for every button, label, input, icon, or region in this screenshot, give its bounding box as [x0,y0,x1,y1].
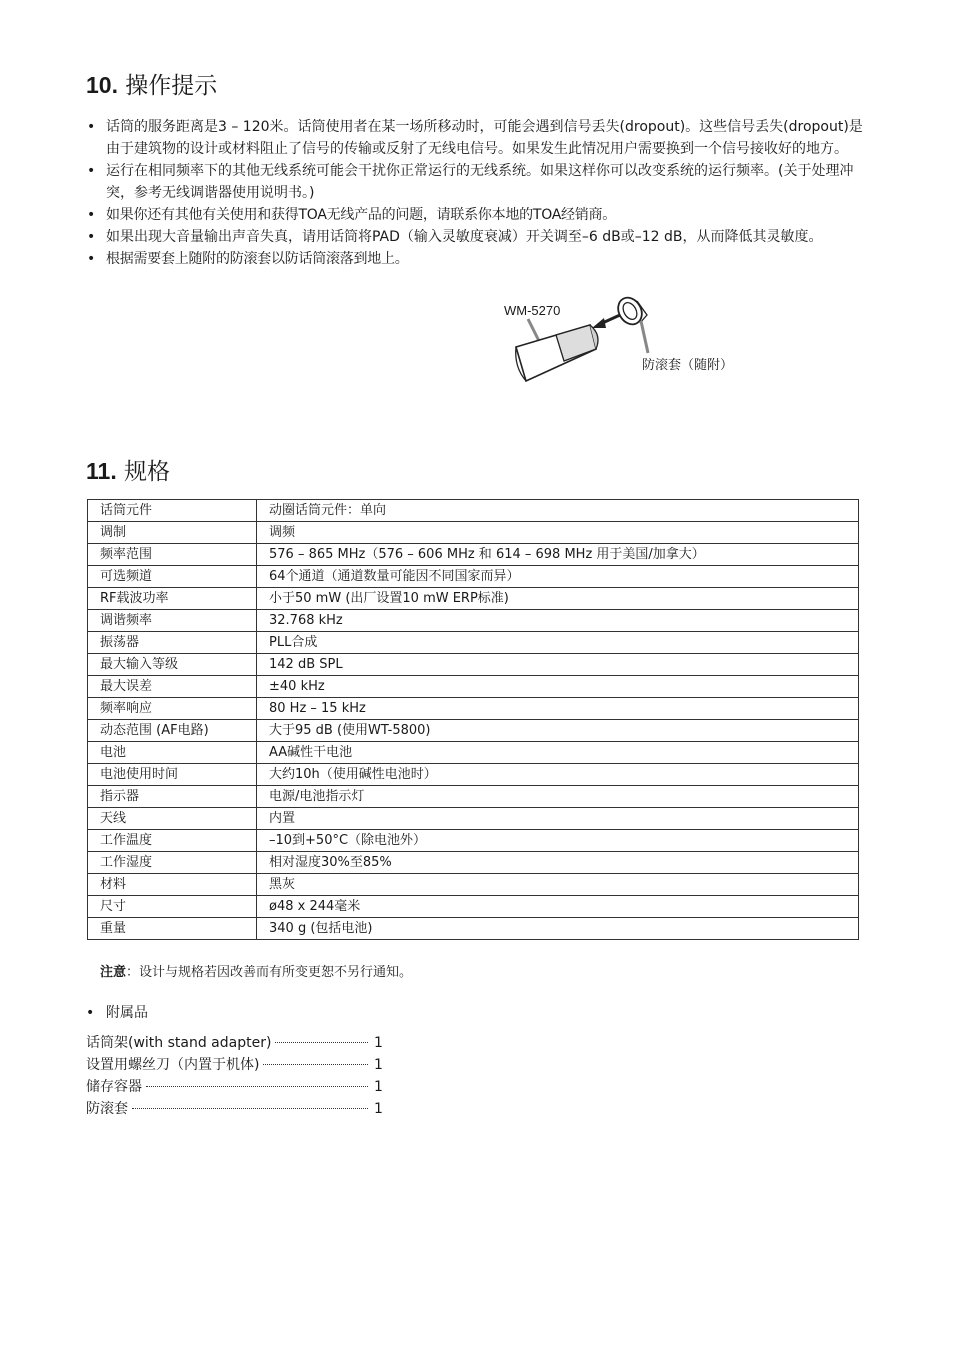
spec-value: 80 Hz – 15 kHz [257,698,859,720]
spec-label: 尺寸 [88,896,257,918]
spec-value: 340 g (包括电池) [257,918,859,940]
spec-value: 大约10h（使用碱性电池时） [257,764,859,786]
spec-label: 话筒元件 [88,500,257,522]
spec-value: 动圈话筒元件：单向 [257,500,859,522]
table-row [88,808,859,830]
tip-item: • 话筒的服务距离是3 – 120米。话筒使用者在某一场所移动时，可能会遇到信号丢失(dropout)。这些信号丢失(dropout)是由于建筑物的设计或材料阻止了信号的传输或反射了无线电信号。如果发生此情况用户需要换到一个信号接收好的地方。 [86,116,866,160]
spec-label: 动态范围 (AF电路) [88,720,257,742]
spec-label: 最大输入等级 [88,654,257,676]
spec-label: 电池使用时间 [88,764,257,786]
spec-value: 内置 [257,808,859,830]
list-item [86,1054,382,1076]
spec-value: 142 dB SPL [257,654,859,676]
dot-leader [132,1108,368,1109]
spec-value: ø48 x 244毫米 [257,896,859,918]
table-row [88,896,859,918]
spec-label: 频率范围 [88,544,257,566]
anti-roll-cap-illustration [490,285,770,385]
spec-value: 32.768 kHz [257,610,859,632]
table-row [88,676,859,698]
model-label: WM-5270 [504,303,561,318]
table-row [88,764,859,786]
accessories-heading [86,1004,148,1022]
spec-table [87,499,859,940]
list-item [86,1032,382,1054]
spec-value: –10到+50°C（除电池外） [257,830,859,852]
table-row [88,698,859,720]
accessories-title: 附属品 [106,1005,148,1021]
spec-value: ±40 kHz [257,676,859,698]
spec-label: 振荡器 [88,632,257,654]
table-row [88,742,859,764]
dot-leader [275,1042,368,1043]
table-row [88,874,859,896]
accessories-list [86,1032,382,1120]
spec-label: 调谐频率 [88,610,257,632]
list-item [86,1098,382,1120]
table-row [88,654,859,676]
section-10-number: 10. [86,72,118,98]
note-label: 注意 [100,965,127,980]
spec-label: 重量 [88,918,257,940]
spec-label: 可选频道 [88,566,257,588]
microphone-body [516,325,598,381]
spec-label: 频率响应 [88,698,257,720]
cap-label: 防滚套（随附） [642,358,734,373]
accessory-qty: 1 [374,1057,383,1073]
accessory-name: 话筒架(with stand adapter) [86,1035,272,1051]
spec-label: 调制 [88,522,257,544]
accessory-name: 设置用螺丝刀（内置于机体) [86,1057,260,1073]
section-10-heading [86,70,217,101]
section-10-title: 操作提示 [125,73,218,99]
spec-value: 电源/电池指示灯 [257,786,859,808]
spec-label: 指示器 [88,786,257,808]
bullet-dot: • [86,1005,95,1021]
spec-value: 64个通道（通道数量可能因不同国家而异） [257,566,859,588]
table-row [88,588,859,610]
cap-leader-line [641,321,648,353]
spec-value: 相对湿度30%至85% [257,852,859,874]
table-row [88,500,859,522]
tip-item: • 运行在相同频率下的其他无线系统可能会干扰你正常运行的无线系统。如果这样你可以改变系统的运行频率。(关于处理冲突，参考无线调谐器使用说明书。) [86,160,866,204]
spec-value: 小于50 mW (出厂设置10 mW ERP标准) [257,588,859,610]
table-row [88,918,859,940]
accessory-name: 防滚套 [86,1101,128,1117]
accessory-name: 储存容器 [86,1079,142,1095]
table-row [88,852,859,874]
dot-leader [263,1064,368,1065]
spec-label: 工作湿度 [88,852,257,874]
table-row [88,610,859,632]
spec-label: 电池 [88,742,257,764]
spec-value: 黑灰 [257,874,859,896]
spec-value: AA碱性干电池 [257,742,859,764]
spec-label: 最大误差 [88,676,257,698]
accessory-qty: 1 [374,1101,383,1117]
table-row [88,786,859,808]
section-11-title: 规格 [124,459,171,485]
tip-item: • 如果出现大音量输出声音失真，请用话筒将PAD（输入灵敏度衰减）开关调至–6 dB或–12 dB，从而降低其灵敏度。 [86,226,866,248]
dot-leader [146,1086,368,1087]
spec-value: 576 – 865 MHz（576 – 606 MHz 和 614 – 698 MHz 用于美国/加拿大） [257,544,859,566]
spec-value: PLL合成 [257,632,859,654]
tip-item: • 如果你还有其他有关使用和获得TOA无线产品的问题，请联系你本地的TOA经销商。 [86,204,866,226]
spec-label: 工作温度 [88,830,257,852]
spec-label: 天线 [88,808,257,830]
accessory-qty: 1 [374,1035,383,1051]
note-text: ：设计与规格若因改善而有所变更恕不另行通知。 [126,965,413,980]
tip-item: • 根据需要套上随附的防滚套以防话筒滚落到地上。 [86,248,866,270]
section-11-number: 11. [86,458,117,484]
arrow-icon [592,315,620,328]
table-row [88,566,859,588]
table-row [88,830,859,852]
tips-list [86,116,866,270]
list-item [86,1076,382,1098]
spec-value: 调频 [257,522,859,544]
table-row [88,544,859,566]
accessory-qty: 1 [374,1079,383,1095]
section-11-heading [86,456,170,487]
table-row [88,522,859,544]
spec-value: 大于95 dB (使用WT-5800) [257,720,859,742]
spec-label: 材料 [88,874,257,896]
table-row [88,720,859,742]
spec-label: RF载波功率 [88,588,257,610]
spec-note [100,964,412,982]
table-row [88,632,859,654]
